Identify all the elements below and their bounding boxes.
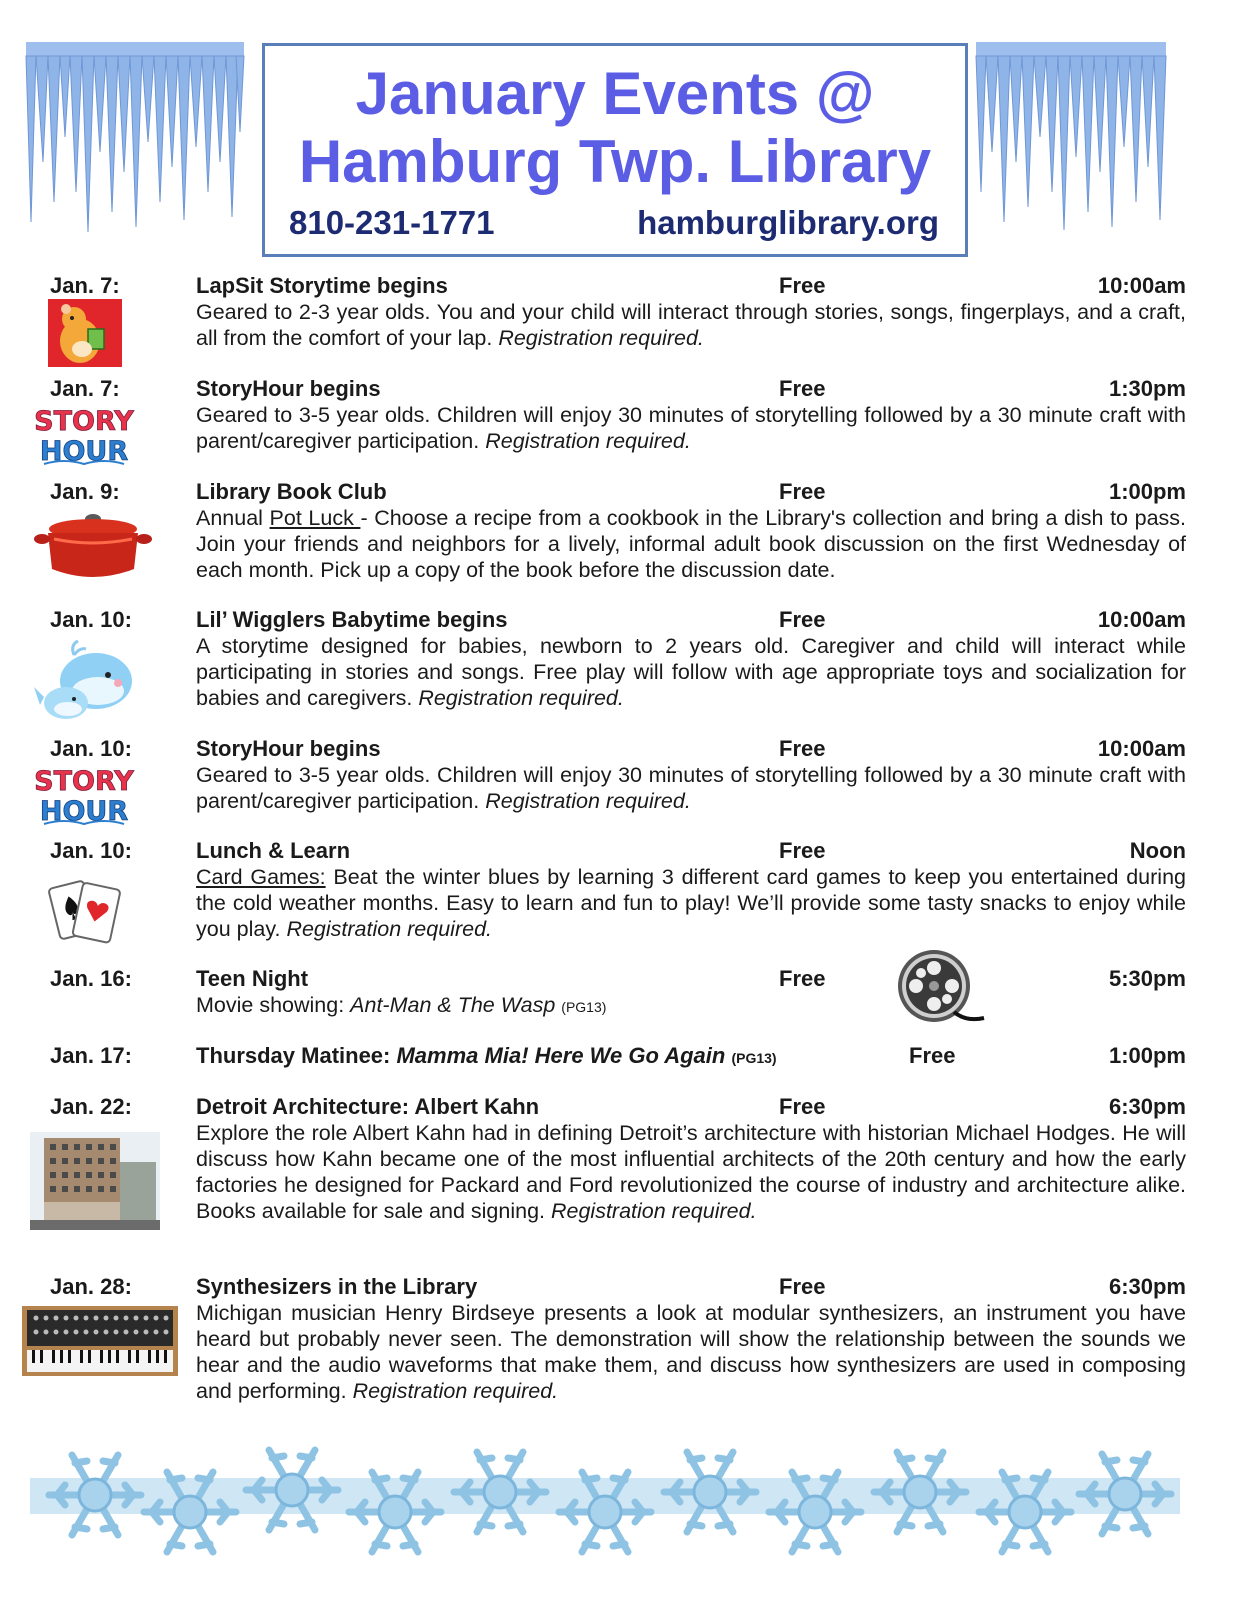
event-description: Geared to 3-5 year olds. Children will enjoy 30 minutes of storytelling followed by a 30 minute craft with parent/caregiver participation. Registration required.: [196, 763, 1186, 813]
event-description: Geared to 3-5 year olds. Children will enjoy 30 minutes of storytelling followed by a 30 minute craft with parent/caregiver participation. Registration required.: [196, 403, 1186, 453]
website-link[interactable]: hamburglibrary.org: [637, 204, 939, 241]
registration-note: Registration required.: [352, 1379, 559, 1403]
title-line-2: Hamburg Twp. Library: [298, 128, 932, 195]
story-hour-logo-icon: [34, 762, 134, 828]
whale-icon: [34, 637, 136, 723]
phone-number: 810-231-1771: [289, 204, 495, 241]
event-date: Jan. 7:: [50, 273, 120, 298]
card-games-label: Card Games:: [196, 865, 326, 889]
registration-note: Registration required.: [418, 686, 624, 710]
event-date: Jan. 17:: [50, 1043, 132, 1068]
event-description: Geared to 2-3 year olds. You and your child will interact through stories, songs, fingerplays, and a craft, all from the comfort of your lap. Registration required.: [196, 300, 1186, 350]
event-date: Jan. 10:: [50, 736, 132, 761]
event-date: Jan. 22:: [50, 1094, 132, 1119]
synthesizer-icon: [22, 1306, 178, 1376]
event-price: Free: [779, 376, 826, 401]
event-header: [196, 376, 1186, 402]
event-header: [196, 736, 1186, 762]
event-description: Movie showing: Ant-Man & The Wasp (PG13): [196, 993, 607, 1017]
event-title: Library Book Club: [196, 479, 387, 504]
building-photo-icon: [30, 1132, 160, 1230]
svg-text:STORY: STORY: [34, 766, 134, 797]
page-title: [265, 60, 965, 196]
event-date: Jan. 28:: [50, 1274, 132, 1299]
event-date: Jan. 10:: [50, 838, 132, 863]
registration-note: Registration required.: [550, 1199, 757, 1223]
event-time: 1:30pm: [1108, 376, 1186, 401]
event-title: Teen Night: [196, 966, 309, 991]
playing-cards-icon: [48, 876, 124, 944]
event-date: Jan. 10:: [50, 607, 132, 632]
event-price: Free: [779, 966, 826, 991]
event-header: [196, 273, 1186, 299]
event-time: 10:00am: [1097, 607, 1186, 632]
event-title: StoryHour begins: [196, 736, 381, 761]
event-description: Michigan musician Henry Birdseye presents a look at modular synthesizers, an instrument you have heard but probably never seen. The demonstration will show the relationship between the sounds we hear and the audio waveforms that make them, and discuss how synthesizers are used in composing and performing. Registration required.: [196, 1301, 1186, 1403]
event-date: Jan. 7:: [50, 376, 120, 401]
event-price: Free: [779, 1274, 826, 1299]
event-price: Free: [909, 1043, 956, 1068]
event-title: Lil’ Wigglers Babytime begins: [196, 607, 508, 632]
event-time: 10:00am: [1097, 736, 1186, 761]
event-header: [196, 966, 1186, 992]
hamster-reading-icon: [48, 299, 122, 367]
event-time: 1:00pm: [1108, 1043, 1186, 1068]
header-banner: [262, 43, 968, 257]
event-header: [196, 607, 1186, 633]
event-title: Detroit Architecture: Albert Kahn: [196, 1094, 540, 1119]
svg-text:HOUR: HOUR: [39, 796, 129, 827]
event-time: 1:00pm: [1108, 479, 1186, 504]
registration-note: Registration required.: [498, 326, 704, 350]
registration-note: Registration required.: [485, 789, 691, 813]
event-price: Free: [779, 273, 826, 298]
event-time: 10:00am: [1097, 273, 1186, 298]
event-price: Free: [779, 838, 826, 863]
event-price: Free: [779, 1094, 826, 1119]
event-time: 6:30pm: [1108, 1274, 1186, 1299]
event-time: 6:30pm: [1108, 1094, 1186, 1119]
dutch-oven-pot-icon: [34, 509, 152, 585]
movie-rating: (PG13): [561, 999, 607, 1015]
registration-note: Registration required.: [286, 917, 493, 941]
event-time: 5:30pm: [1108, 966, 1186, 991]
icicles-decoration-right: [976, 42, 1194, 242]
event-title: Lunch & Learn: [196, 838, 351, 863]
film-reel-icon: [892, 948, 988, 1028]
snowflake-border-decoration: [0, 1420, 1237, 1600]
event-title: LapSit Storytime begins: [196, 273, 448, 298]
svg-text:STORY: STORY: [34, 406, 134, 437]
movie-title: Ant-Man & The Wasp: [350, 993, 556, 1017]
event-header: [196, 479, 1186, 505]
event-price: Free: [779, 479, 826, 504]
event-header: [196, 838, 1186, 864]
event-header: [196, 1094, 1186, 1120]
movie-title: Mamma Mia! Here We Go Again: [396, 1043, 726, 1068]
event-description: Card Games: Beat the winter blues by learning 3 different card games to keep you entertained during the cold weather months. Easy to learn and fun to play! We’ll provide some tasty snacks to enjoy while you play. Registration required.: [196, 865, 1186, 941]
event-description: A storytime designed for babies, newborn to 2 years old. Caregiver and child will interact while participating in stories and songs. Free play will follow with age appropriate toys and socialization for babies and caregivers. Registration required.: [196, 634, 1186, 710]
event-title: Thursday Matinee: Mamma Mia! Here We Go Again (PG13): [196, 1043, 777, 1068]
pot-luck-label: Pot Luck: [269, 506, 361, 530]
event-date: Jan. 16:: [50, 966, 132, 991]
title-line-1: January Events @: [355, 60, 875, 127]
event-price: Free: [779, 736, 826, 761]
svg-text:HOUR: HOUR: [39, 436, 129, 467]
event-description: Annual Pot Luck - Choose a recipe from a cookbook in the Library's collection and bring a dish to pass. Join your friends and neighbors for a lively, informal adult book discussion on the first Wednesday of each month. Pick up a copy of the book before the discussion date.: [196, 506, 1186, 582]
event-title: StoryHour begins: [196, 376, 381, 401]
event-description: Explore the role Albert Kahn had in defining Detroit’s architecture with historian Michael Hodges. He will discuss how Kahn became one of the most influential architects of the 20th century and how the early factories he designed for Packard and Ford revolutionized the course of industry and architecture alike. Books available for sale and signing. Registration required.: [196, 1121, 1186, 1223]
event-header: [196, 1274, 1186, 1300]
event-title: Synthesizers in the Library: [196, 1274, 478, 1299]
event-price: Free: [779, 607, 826, 632]
event-time: Noon: [1129, 838, 1186, 863]
event-date: Jan. 9:: [50, 479, 120, 504]
icicles-decoration-left: [26, 42, 244, 242]
movie-rating: (PG13): [731, 1050, 777, 1066]
story-hour-logo-icon: [34, 402, 134, 468]
event-header: [196, 1043, 1186, 1069]
registration-note: Registration required.: [485, 429, 691, 453]
